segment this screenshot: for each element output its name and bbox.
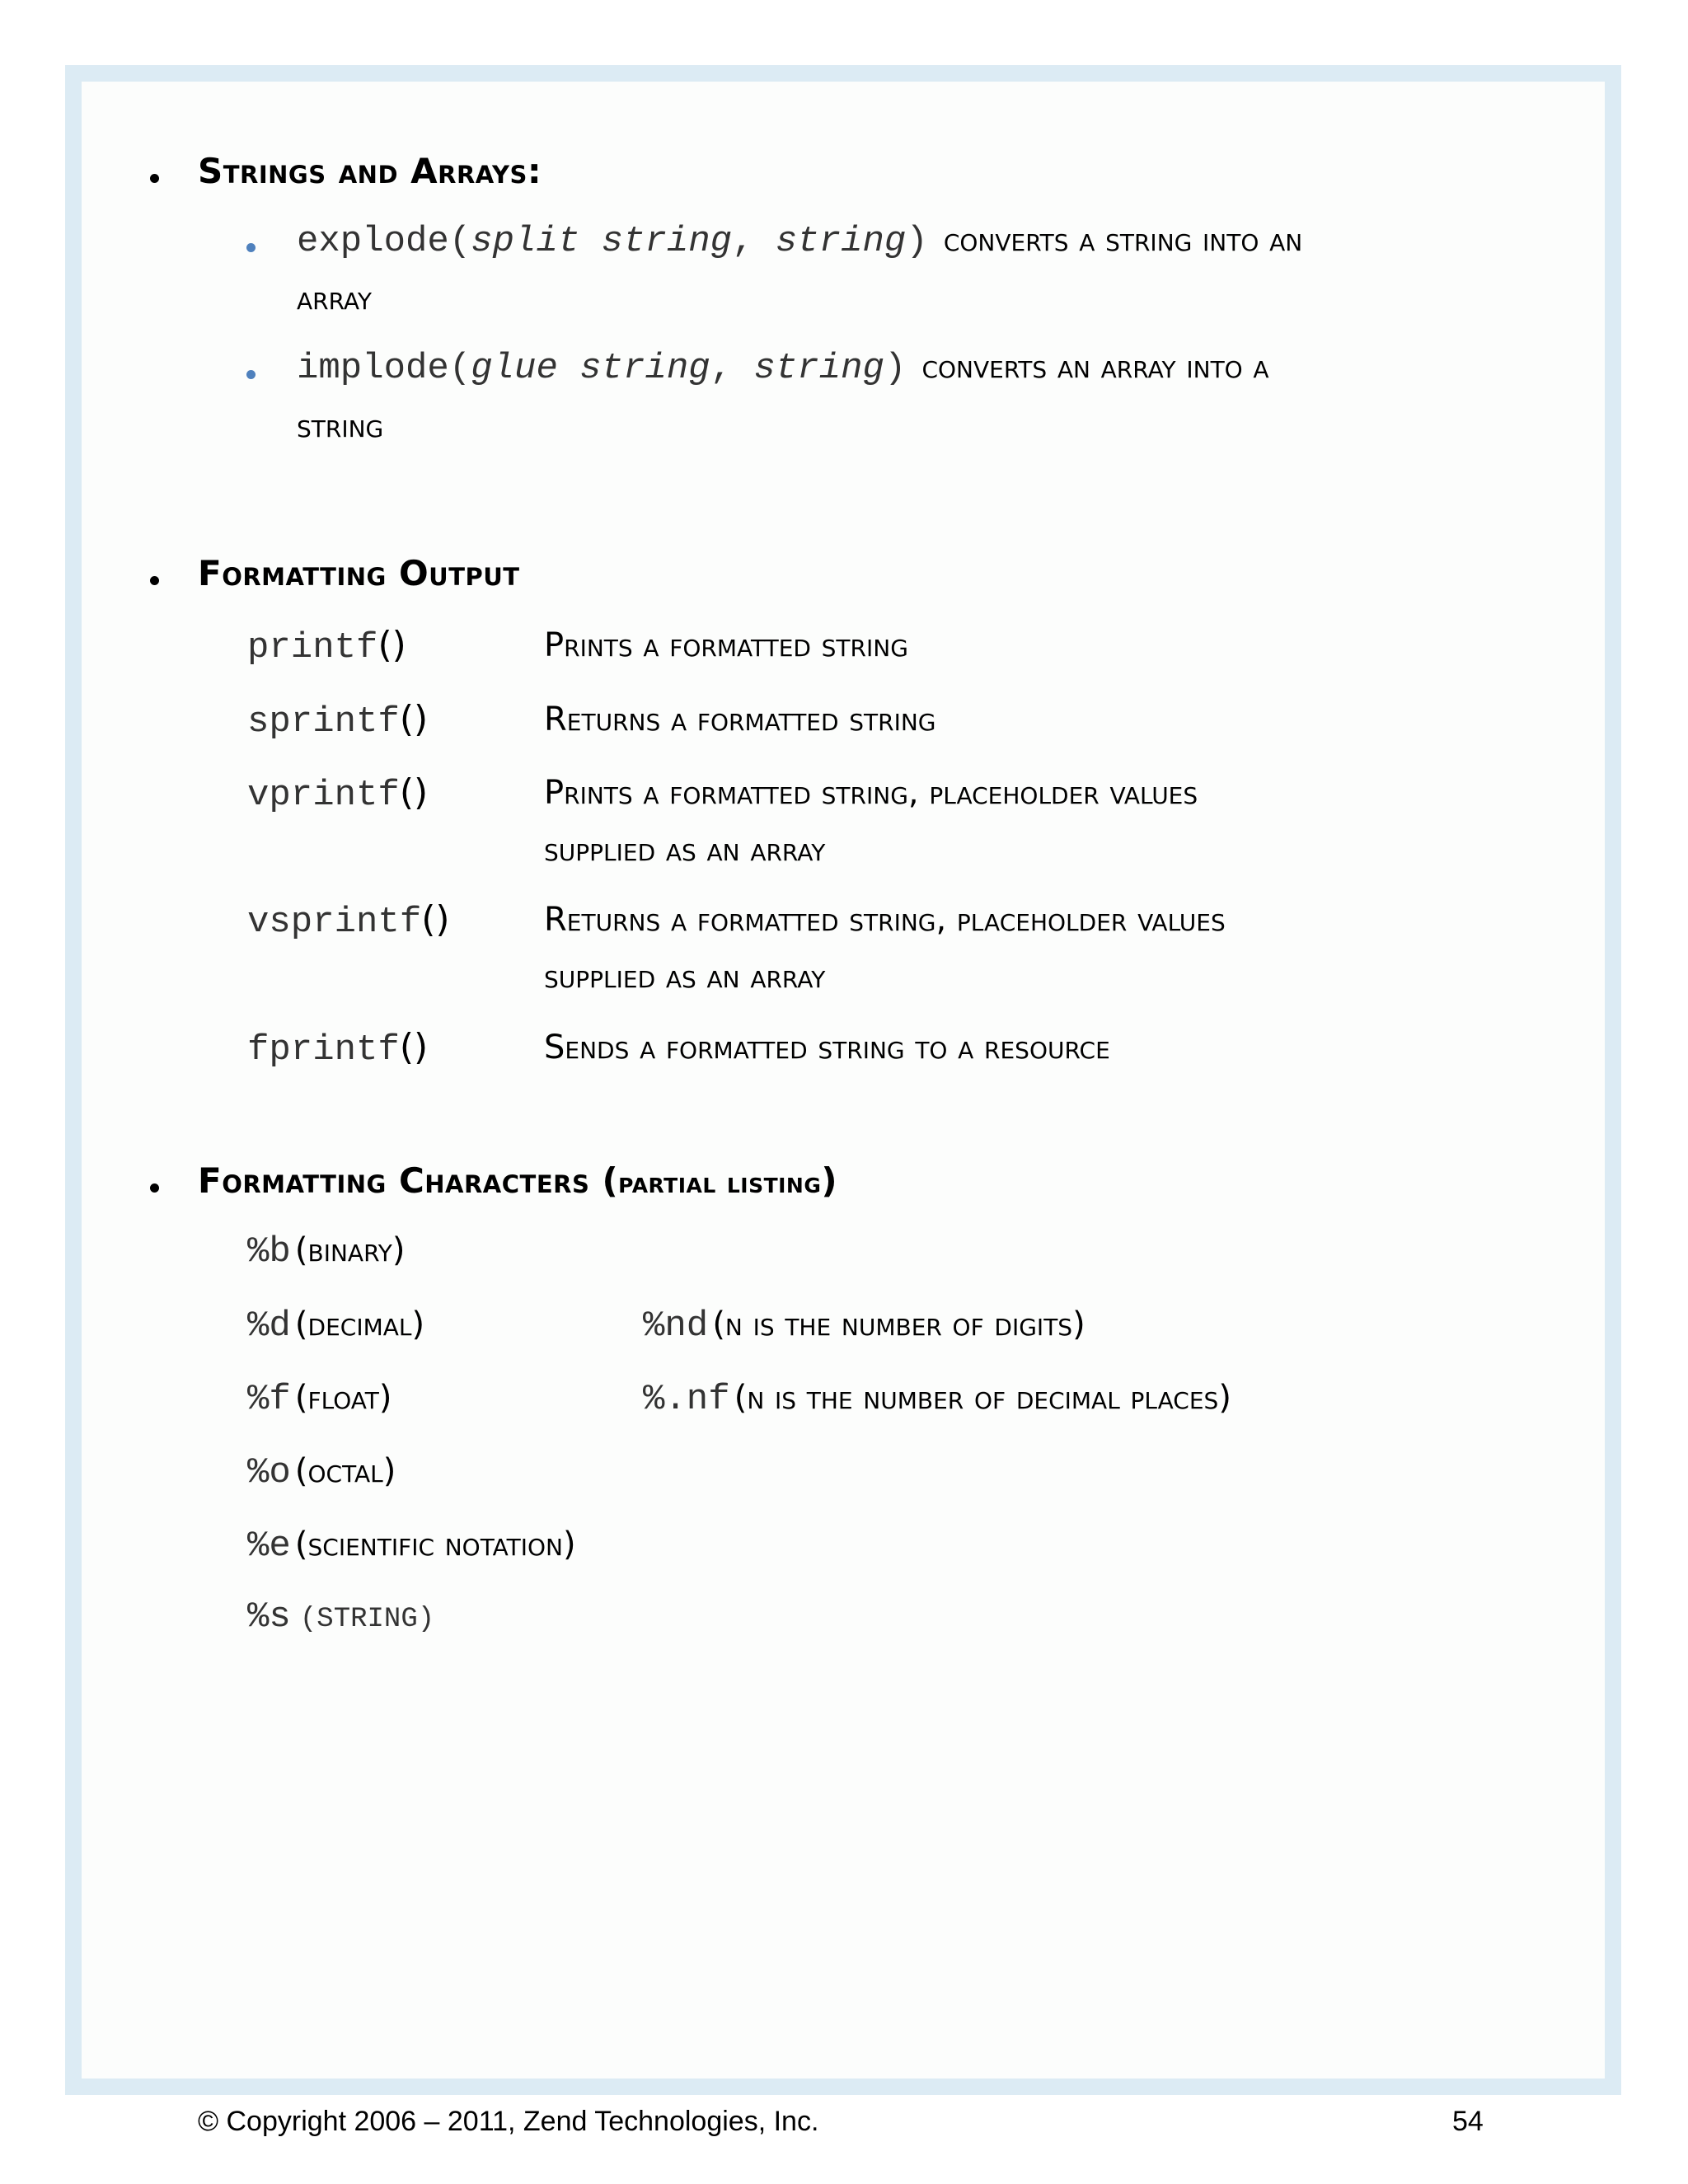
implode-sep: , bbox=[710, 348, 754, 389]
output-parens: () bbox=[421, 898, 450, 940]
output-func: vsprintf bbox=[247, 902, 422, 943]
output-desc: Sends a formatted string to a resource bbox=[544, 1029, 1110, 1066]
output-row bbox=[247, 1026, 428, 1071]
format-extra-desc: (n is the number of digits) bbox=[712, 1305, 1085, 1343]
format-desc: (float) bbox=[294, 1379, 392, 1417]
format-code: %d bbox=[247, 1305, 291, 1347]
output-parens: () bbox=[399, 698, 429, 740]
format-char-extra bbox=[643, 1379, 1231, 1420]
output-desc: Prints a formatted string bbox=[544, 626, 908, 664]
format-code: %f bbox=[247, 1379, 291, 1420]
implode-arg1: glue string bbox=[471, 348, 710, 389]
format-code: %s bbox=[247, 1596, 291, 1638]
explode-desc-cont: array bbox=[297, 279, 373, 317]
section-heading-formatting-characters bbox=[198, 1160, 837, 1201]
section-heading-formatting-output: Formatting Output bbox=[198, 553, 520, 593]
output-desc: Returns a formatted string, placeholder values bbox=[544, 901, 1226, 939]
format-extra-code: %.nf bbox=[643, 1379, 730, 1420]
implode-line bbox=[297, 348, 1269, 389]
implode-func: implode( bbox=[297, 348, 471, 389]
sub-bullet bbox=[246, 370, 256, 379]
format-desc: (scientific notation) bbox=[294, 1526, 576, 1563]
implode-close: ) bbox=[884, 348, 907, 389]
format-desc: (binary) bbox=[294, 1231, 406, 1269]
format-char-row bbox=[247, 1596, 434, 1638]
output-desc: Returns a formatted string bbox=[544, 701, 936, 738]
output-row bbox=[247, 771, 428, 816]
footer-page-number: 54 bbox=[1452, 2106, 1484, 2137]
format-char-row bbox=[247, 1379, 392, 1420]
heading-small: partial listing bbox=[618, 1166, 822, 1200]
output-desc-cont: supplied as an array bbox=[544, 958, 826, 996]
output-desc: Prints a formatted string, placeholder values bbox=[544, 774, 1198, 812]
implode-desc: converts an array into a bbox=[921, 348, 1269, 386]
output-parens: () bbox=[399, 1026, 429, 1068]
format-desc: (decimal) bbox=[294, 1305, 425, 1343]
output-parens: () bbox=[399, 771, 429, 813]
heading-text: Formatting Characters ( bbox=[198, 1160, 619, 1201]
explode-sep: , bbox=[732, 221, 776, 262]
heading-close: ) bbox=[821, 1160, 838, 1201]
output-parens: () bbox=[377, 624, 406, 666]
output-func: sprintf bbox=[247, 701, 400, 743]
output-row bbox=[247, 698, 428, 743]
explode-arg2: string bbox=[775, 221, 907, 262]
format-char-row bbox=[247, 1305, 424, 1347]
output-row bbox=[247, 624, 406, 668]
section-bullet bbox=[150, 576, 159, 585]
explode-desc: converts a string into an bbox=[943, 221, 1303, 259]
format-char-extra bbox=[643, 1305, 1085, 1347]
format-code: %e bbox=[247, 1526, 291, 1567]
implode-arg2: string bbox=[753, 348, 884, 389]
footer-copyright: © Copyright 2006 – 2011, Zend Technologies, Inc. bbox=[198, 2106, 819, 2137]
sub-bullet bbox=[246, 243, 256, 252]
output-row bbox=[247, 898, 450, 943]
section-bullet bbox=[150, 1183, 159, 1193]
format-extra-desc: (n is the number of decimal places) bbox=[734, 1379, 1231, 1417]
output-func: vprintf bbox=[247, 775, 400, 816]
explode-arg1: split string bbox=[471, 221, 733, 262]
explode-line bbox=[297, 221, 1302, 262]
output-func: fprintf bbox=[247, 1029, 400, 1071]
implode-desc-cont: string bbox=[297, 407, 384, 445]
format-char-row bbox=[247, 1526, 576, 1567]
format-desc: (octal) bbox=[294, 1452, 396, 1490]
format-code: %b bbox=[247, 1231, 291, 1272]
section-heading-strings-arrays: Strings and Arrays: bbox=[198, 151, 542, 191]
format-char-row bbox=[247, 1452, 396, 1493]
explode-func: explode( bbox=[297, 221, 471, 262]
section-bullet bbox=[150, 174, 159, 183]
output-func: printf bbox=[247, 627, 378, 668]
format-char-row bbox=[247, 1231, 405, 1272]
format-extra-code: %nd bbox=[643, 1305, 709, 1347]
explode-close: ) bbox=[906, 221, 928, 262]
format-desc: (STRING) bbox=[299, 1604, 435, 1635]
output-desc-cont: supplied as an array bbox=[544, 831, 826, 869]
format-code: %o bbox=[247, 1452, 291, 1493]
